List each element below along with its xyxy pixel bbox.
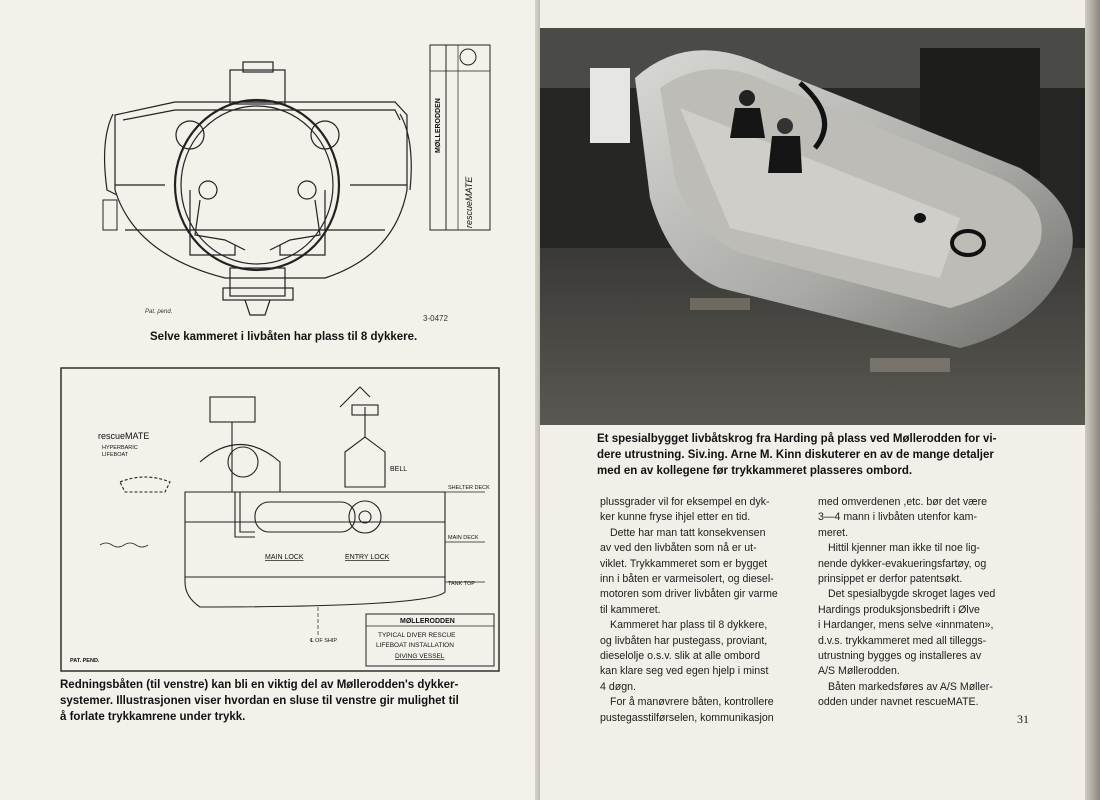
text-line: prinsippet er derfor patentsøkt. [818, 573, 963, 586]
fig2-logo-sub2: LIFEBOAT [102, 452, 129, 458]
photo-caption-line: med en av kollegene før trykkammeret plasseres ombord. [597, 465, 913, 477]
figure2-caption-line: systemer. Illustrasjonen viser hvordan en sluse til venstre gir mulighet til [60, 695, 459, 707]
text-line: nende dykker-evakueringsfartøy, og [818, 557, 987, 570]
text-line: Hittil kjenner man ikke til noe lig- [828, 542, 980, 555]
text-line: og livbåten har pustegass, proviant, [600, 634, 768, 647]
page-number: 31 [1017, 712, 1029, 726]
text-line: av ved den livbåten som nå er ut- [600, 542, 757, 555]
label-entry-lock: ENTRY LOCK [345, 554, 390, 561]
photo-caption-line: dere utrustning. Siv.ing. Arne M. Kinn diskuterer en av de mange detaljer [597, 449, 994, 461]
text-line: viklet. Trykkammeret som er bygget [600, 557, 768, 570]
text-line: Hardings produksjonsbedrift i Ølve [818, 603, 980, 616]
label-centerline: ℄ OF SHIP [310, 638, 338, 644]
text-line: pustegasstilførselen, kommunikasjon [600, 711, 774, 724]
paragraph [600, 495, 808, 526]
label-shelter-deck: SHELTER DECK [448, 485, 490, 491]
title-block-brand: MØLLERODDEN [435, 98, 442, 153]
text-line: Det spesialbygde skroget lages ved [828, 588, 996, 601]
fig2-logo-text: rescueMATE [98, 431, 150, 441]
signature-text: Pat. pend. [145, 309, 173, 315]
photo-caption [597, 431, 1037, 479]
figure2-caption-line: Redningsbåten (til venstre) kan bli en viktig del av Møllerodden's dykker- [60, 679, 459, 691]
label-bell: BELL [390, 466, 408, 473]
label-main-lock: MAIN LOCK [265, 554, 304, 561]
text-line: Båten markedsføres av A/S Møller- [828, 680, 993, 693]
title-block-product: rescueMATE [464, 176, 474, 228]
title-block-figure1 [428, 43, 493, 233]
paragraph [818, 541, 1028, 587]
paragraph [818, 587, 1028, 679]
figure1-caption: Selve kammeret i livbåten har plass til 8 dykkere. [150, 331, 418, 343]
paragraph [600, 618, 808, 695]
body-column-left [600, 495, 808, 726]
text-line: 3—4 mann i livbåten utenfor kam- [818, 511, 977, 524]
body-column-right [818, 495, 1028, 711]
text-line: Dette har man tatt konsekvensen [610, 526, 766, 539]
page-edge [1085, 0, 1100, 800]
text-line: kan klare seg ved egen hjelp i minst [600, 665, 769, 678]
fig2-title-line3: DIVING VESSEL [395, 653, 445, 660]
text-line: ker kunne fryse ihjel etter en tid. [600, 511, 751, 524]
figure2-caption [60, 677, 500, 725]
text-line: For å manøvrere båten, kontrollere [610, 696, 774, 709]
figure2-caption-line: å forlate trykkamrene under trykk. [60, 711, 246, 723]
paragraph [818, 680, 1028, 711]
fig2-title-line1: TYPICAL DIVER RESCUE [378, 632, 456, 639]
label-main-deck: MAIN DECK [448, 535, 479, 541]
text-line: inn i båten er varmeisolert, og diesel- [600, 573, 774, 586]
text-line: A/S Møllerodden. [818, 665, 900, 678]
paragraph [818, 495, 1028, 541]
paragraph [600, 695, 808, 726]
text-line: i Hardanger, mens selve «innmaten», [818, 619, 994, 632]
photo-caption-line: Et spesialbygget livbåtskrog fra Harding på plass ved Møllerodden for vi- [597, 433, 997, 445]
fig2-logo-sub1: HYPERBARIC [102, 445, 138, 451]
text-line: Kammeret har plass til 8 dykkere, [610, 619, 768, 632]
text-line: meret. [818, 526, 849, 539]
fig2-title-line2: LIFEBOAT INSTALLATION [376, 642, 454, 649]
text-line: dieselolje o.s.v. slik at alle ombord [600, 650, 760, 663]
fig2-title-brand: MØLLERODDEN [400, 618, 455, 625]
lifeboat-hull-photo [540, 28, 1085, 425]
paragraph [600, 526, 808, 618]
fig2-pat-pend: PAT. PEND. [70, 658, 100, 664]
drawing-number: 3-0472 [423, 314, 448, 323]
left-page [0, 0, 540, 800]
text-line: utrustning bygges og installeres av [818, 650, 982, 663]
text-line: motoren som driver livbåten gir varme [600, 588, 778, 601]
installation-drawing [60, 367, 500, 672]
label-tank-top: TANK TOP [448, 581, 475, 587]
text-line: 4 døgn. [600, 680, 636, 693]
text-line: d.v.s. trykkammeret med all tilleggs- [818, 634, 987, 647]
text-line: med omverdenen ,etc. bør det være [818, 496, 987, 508]
text-line: til kammeret. [600, 603, 661, 616]
photo-illustration [540, 28, 1085, 425]
text-line: odden under navnet rescueMATE. [818, 696, 979, 709]
text-line: plussgrader vil for eksempel en dyk- [600, 496, 770, 508]
